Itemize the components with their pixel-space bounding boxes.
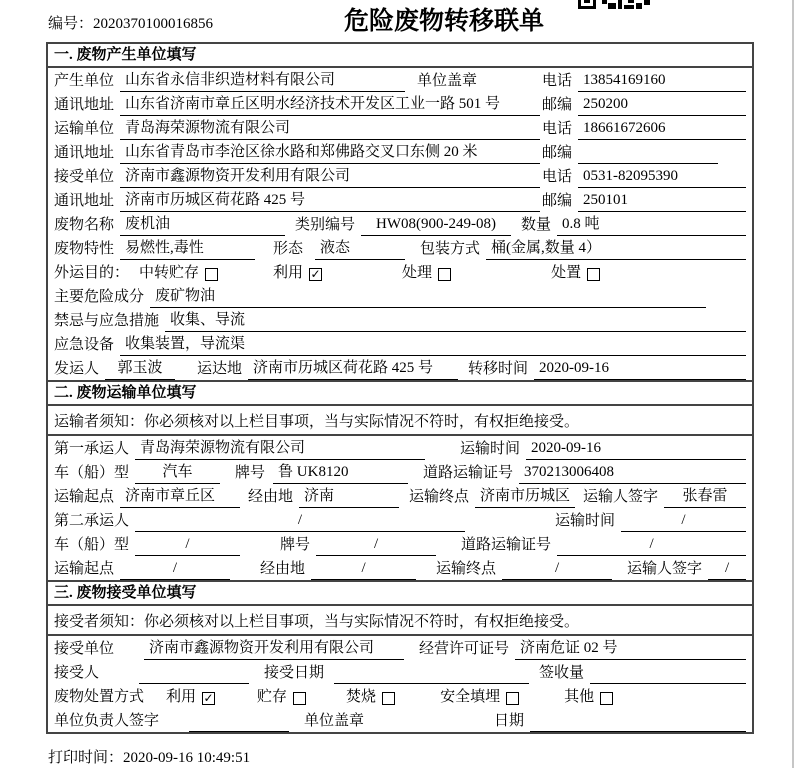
vehicle2-type-label: 车（船）型 bbox=[54, 537, 130, 553]
vehicle1-row bbox=[54, 460, 746, 484]
disposal-other-label: 其他 bbox=[564, 689, 595, 705]
disposal-landfill-label: 安全填埋 bbox=[440, 689, 501, 705]
purpose-row bbox=[54, 260, 746, 284]
receiver-phone-value: 0531-82095390 bbox=[578, 166, 746, 188]
document-header bbox=[0, 0, 796, 42]
waste-qty-value: 0.8 吨 bbox=[557, 214, 746, 236]
transporter-row bbox=[54, 116, 746, 140]
carrier1-value: 青岛海荣源物流有限公司 bbox=[135, 438, 425, 460]
vehicle1-license-value: 370213006408 bbox=[519, 462, 746, 484]
vehicle2-type-value: / bbox=[135, 534, 240, 556]
transporter-value: 青岛海荣源物流有限公司 bbox=[120, 118, 540, 140]
disposal-store-checkbox bbox=[293, 692, 306, 705]
carrier1-time-label: 运输时间 bbox=[460, 441, 521, 457]
producer-value: 山东省永信非织造材料有限公司 bbox=[120, 70, 405, 92]
purpose-use-checkbox: ✓ bbox=[310, 267, 321, 281]
producer-address-row bbox=[54, 92, 746, 116]
disposal-other-checkbox bbox=[600, 692, 613, 705]
receive-notice: 接受者须知：你必须核对以上栏目事项，当与实际情况不符时，有权拒绝接受。 bbox=[48, 606, 752, 636]
receive-unit-row bbox=[54, 636, 746, 660]
accept-person-label: 接受人 bbox=[54, 665, 100, 681]
purpose-label: 外运目的： bbox=[54, 265, 130, 281]
carrier1-label: 第一承运人 bbox=[54, 441, 130, 457]
waste-property-label: 废物特性 bbox=[54, 241, 115, 257]
disposal-burn-label: 焚烧 bbox=[346, 689, 377, 705]
waste-name-row bbox=[54, 212, 746, 236]
transporter-address-row bbox=[54, 140, 746, 164]
waste-qty-label: 数量 bbox=[521, 217, 552, 233]
disposal-use-label: 利用 bbox=[166, 689, 197, 705]
waste-name-value: 废机油 bbox=[120, 214, 285, 236]
waste-code-value: HW08(900-249-08) bbox=[361, 214, 511, 236]
transfer-time-label: 转移时间 bbox=[468, 361, 529, 377]
route1-start-value: 济南市章丘区 bbox=[120, 486, 240, 508]
carrier2-label: 第二承运人 bbox=[54, 513, 130, 529]
equipment-value: 收集装置，导流渠 bbox=[120, 334, 746, 356]
receiver-label: 接受单位 bbox=[54, 169, 115, 185]
route2-via-label: 经由地 bbox=[260, 561, 306, 577]
section-receive bbox=[48, 580, 752, 732]
carrier2-row bbox=[54, 508, 746, 532]
waste-property-row bbox=[54, 236, 746, 260]
accept-qty-label: 签收量 bbox=[539, 665, 585, 681]
emergency-label: 禁忌与应急措施 bbox=[54, 313, 160, 329]
purpose-dispose-checkbox bbox=[587, 268, 600, 281]
hazard-value: 废矿物油 bbox=[150, 286, 706, 308]
waste-form-label: 形态 bbox=[273, 241, 304, 257]
receive-license-label: 经营许可证号 bbox=[419, 641, 510, 657]
producer-label: 产生单位 bbox=[54, 73, 115, 89]
dispatcher-value: 郭玉波 bbox=[105, 358, 175, 380]
dispatch-row bbox=[54, 356, 746, 380]
packing-label: 包装方式 bbox=[420, 241, 481, 257]
section-transport-rows bbox=[48, 436, 752, 580]
accept-date-value bbox=[334, 682, 529, 684]
print-time-label: 打印时间： bbox=[48, 750, 124, 766]
hazard-label: 主要危险成分 bbox=[54, 289, 145, 305]
waste-code-label: 类别编号 bbox=[295, 217, 356, 233]
route2-sign-value: / bbox=[708, 558, 746, 580]
transfer-time-value: 2020-09-16 bbox=[534, 358, 746, 380]
accept-qty-value bbox=[590, 682, 746, 684]
receiver-address-label: 通讯地址 bbox=[54, 193, 115, 209]
accept-row bbox=[54, 660, 746, 684]
route2-row bbox=[54, 556, 746, 580]
receive-license-value: 济南危证 02 号 bbox=[515, 638, 746, 660]
sign-date-label: 日期 bbox=[494, 713, 525, 729]
disposal-label: 废物处置方式 bbox=[54, 689, 145, 705]
route2-end-label: 运输终点 bbox=[436, 561, 497, 577]
section-receive-rows bbox=[48, 636, 752, 732]
purpose-treat-label: 处理 bbox=[402, 265, 433, 281]
producer-phone-value: 13854169160 bbox=[578, 70, 746, 92]
vehicle2-license-label: 道路运输证号 bbox=[461, 537, 552, 553]
disposal-row bbox=[54, 684, 746, 708]
route2-end-value: / bbox=[502, 558, 612, 580]
carrier2-time-label: 运输时间 bbox=[555, 513, 616, 529]
form-table bbox=[46, 42, 754, 734]
print-time bbox=[48, 746, 250, 767]
receiver-phone-label: 电话 bbox=[542, 169, 573, 185]
purpose-use-label: 利用 bbox=[273, 265, 304, 281]
carrier2-value: / bbox=[135, 510, 465, 532]
equipment-row bbox=[54, 332, 746, 356]
vehicle1-plate-value: 鲁 UK8120 bbox=[273, 462, 408, 484]
vehicle2-plate-label: 牌号 bbox=[280, 537, 311, 553]
vehicle1-license-label: 道路运输证号 bbox=[423, 465, 514, 481]
route1-via-value: 济南 bbox=[299, 486, 399, 508]
packing-value: 桶(金属,数量 4） bbox=[486, 238, 746, 260]
vehicle1-plate-label: 牌号 bbox=[235, 465, 266, 481]
serial-label: 编号： bbox=[48, 16, 94, 32]
transporter-label: 运输单位 bbox=[54, 121, 115, 137]
route2-start-label: 运输起点 bbox=[54, 561, 115, 577]
serial-value: 2020370100016856 bbox=[93, 16, 214, 32]
page-right-edge bbox=[792, 0, 794, 768]
route1-end-label: 运输终点 bbox=[409, 489, 470, 505]
receive-unit-label: 接受单位 bbox=[54, 641, 115, 657]
vehicle1-type-value: 汽车 bbox=[135, 462, 220, 484]
vehicle2-plate-value: / bbox=[316, 534, 436, 556]
emergency-value: 收集、导流 bbox=[165, 310, 746, 332]
producer-zip-label: 邮编 bbox=[542, 97, 573, 113]
transport-notice: 运输者须知：你必须核对以上栏目事项，当与实际情况不符时，有权拒绝接受。 bbox=[48, 406, 752, 436]
responsible-sign-value bbox=[189, 730, 289, 732]
purpose-dispose-label: 处置 bbox=[551, 265, 582, 281]
receiver-address-value: 济南市历城区荷花路 425 号 bbox=[120, 190, 540, 212]
destination-label: 运达地 bbox=[197, 361, 243, 377]
route2-start-value: / bbox=[120, 558, 230, 580]
receiver-zip-label: 邮编 bbox=[542, 193, 573, 209]
seal-label: 单位盖章 bbox=[417, 73, 478, 89]
receiver-value: 济南市鑫源物资开发利用有限公司 bbox=[120, 166, 540, 188]
producer-phone-label: 电话 bbox=[542, 73, 573, 89]
waste-name-label: 废物名称 bbox=[54, 217, 115, 233]
transporter-address-value: 山东省青岛市李沧区徐水路和郑佛路交叉口东侧 20 米 bbox=[120, 142, 540, 164]
route1-via-label: 经由地 bbox=[248, 489, 294, 505]
transporter-address-label: 通讯地址 bbox=[54, 145, 115, 161]
responsible-sign-label: 单位负责人签字 bbox=[54, 713, 160, 729]
emergency-row bbox=[54, 308, 746, 332]
transporter-phone-value: 18661672606 bbox=[578, 118, 746, 140]
route1-sign-value: 张春雷 bbox=[664, 486, 746, 508]
print-time-value: 2020-09-16 10:49:51 bbox=[123, 750, 251, 766]
equipment-label: 应急设备 bbox=[54, 337, 115, 353]
producer-address-label: 通讯地址 bbox=[54, 97, 115, 113]
disposal-burn-checkbox bbox=[382, 692, 395, 705]
purpose-transfer-checkbox bbox=[205, 268, 218, 281]
receiver-address-row bbox=[54, 188, 746, 212]
section-producer-rows bbox=[48, 68, 752, 380]
receive-unit-value: 济南市鑫源物资开发利用有限公司 bbox=[144, 638, 404, 660]
destination-value: 济南市历城区荷花路 425 号 bbox=[248, 358, 458, 380]
hazard-row bbox=[54, 284, 746, 308]
route1-row bbox=[54, 484, 746, 508]
qr-code-fragment bbox=[578, 0, 650, 9]
transporter-zip-value bbox=[578, 162, 718, 164]
route2-via-value: / bbox=[311, 558, 416, 580]
vehicle1-type-label: 车（船）型 bbox=[54, 465, 130, 481]
producer-row bbox=[54, 68, 746, 92]
purpose-treat-checkbox bbox=[438, 268, 451, 281]
carrier1-row bbox=[54, 436, 746, 460]
section-transport bbox=[48, 380, 752, 580]
purpose-transfer-label: 中转贮存 bbox=[139, 265, 200, 281]
transporter-zip-label: 邮编 bbox=[542, 145, 573, 161]
sign-date-value bbox=[530, 730, 746, 732]
vehicle2-license-value: / bbox=[557, 534, 746, 556]
vehicle2-row bbox=[54, 532, 746, 556]
accept-date-label: 接受日期 bbox=[264, 665, 325, 681]
accept-person-value bbox=[139, 682, 249, 684]
disposal-store-label: 贮存 bbox=[257, 689, 288, 705]
route1-start-label: 运输起点 bbox=[54, 489, 115, 505]
producer-address-value: 山东省济南市章丘区明水经济技术开发区工业一路 501 号 bbox=[120, 94, 540, 116]
disposal-landfill-checkbox bbox=[506, 692, 519, 705]
section-producer bbox=[48, 44, 752, 380]
carrier1-time-value: 2020-09-16 bbox=[526, 438, 746, 460]
producer-zip-value: 250200 bbox=[578, 94, 746, 116]
section-transport-title: 二. 废物运输单位填写 bbox=[48, 382, 752, 406]
carrier2-time-value: / bbox=[621, 510, 746, 532]
dispatcher-label: 发运人 bbox=[54, 361, 100, 377]
page-title: 危险废物转移联单 bbox=[343, 8, 544, 35]
route1-end-value: 济南市历城区 bbox=[475, 486, 575, 508]
waste-form-value: 液态 bbox=[315, 238, 405, 260]
unit-seal-label: 单位盖章 bbox=[304, 713, 365, 729]
receiver-row bbox=[54, 164, 746, 188]
disposal-use-checkbox: ✓ bbox=[203, 691, 214, 705]
sign-row bbox=[54, 708, 746, 732]
waste-property-value: 易燃性,毒性 bbox=[120, 238, 255, 260]
route1-sign-label: 运输人签字 bbox=[583, 489, 659, 505]
section-producer-title: 一. 废物产生单位填写 bbox=[48, 44, 752, 68]
section-receive-title: 三. 废物接受单位填写 bbox=[48, 582, 752, 606]
route2-sign-label: 运输人签字 bbox=[627, 561, 703, 577]
receiver-zip-value: 250101 bbox=[578, 190, 746, 212]
transporter-phone-label: 电话 bbox=[542, 121, 573, 137]
